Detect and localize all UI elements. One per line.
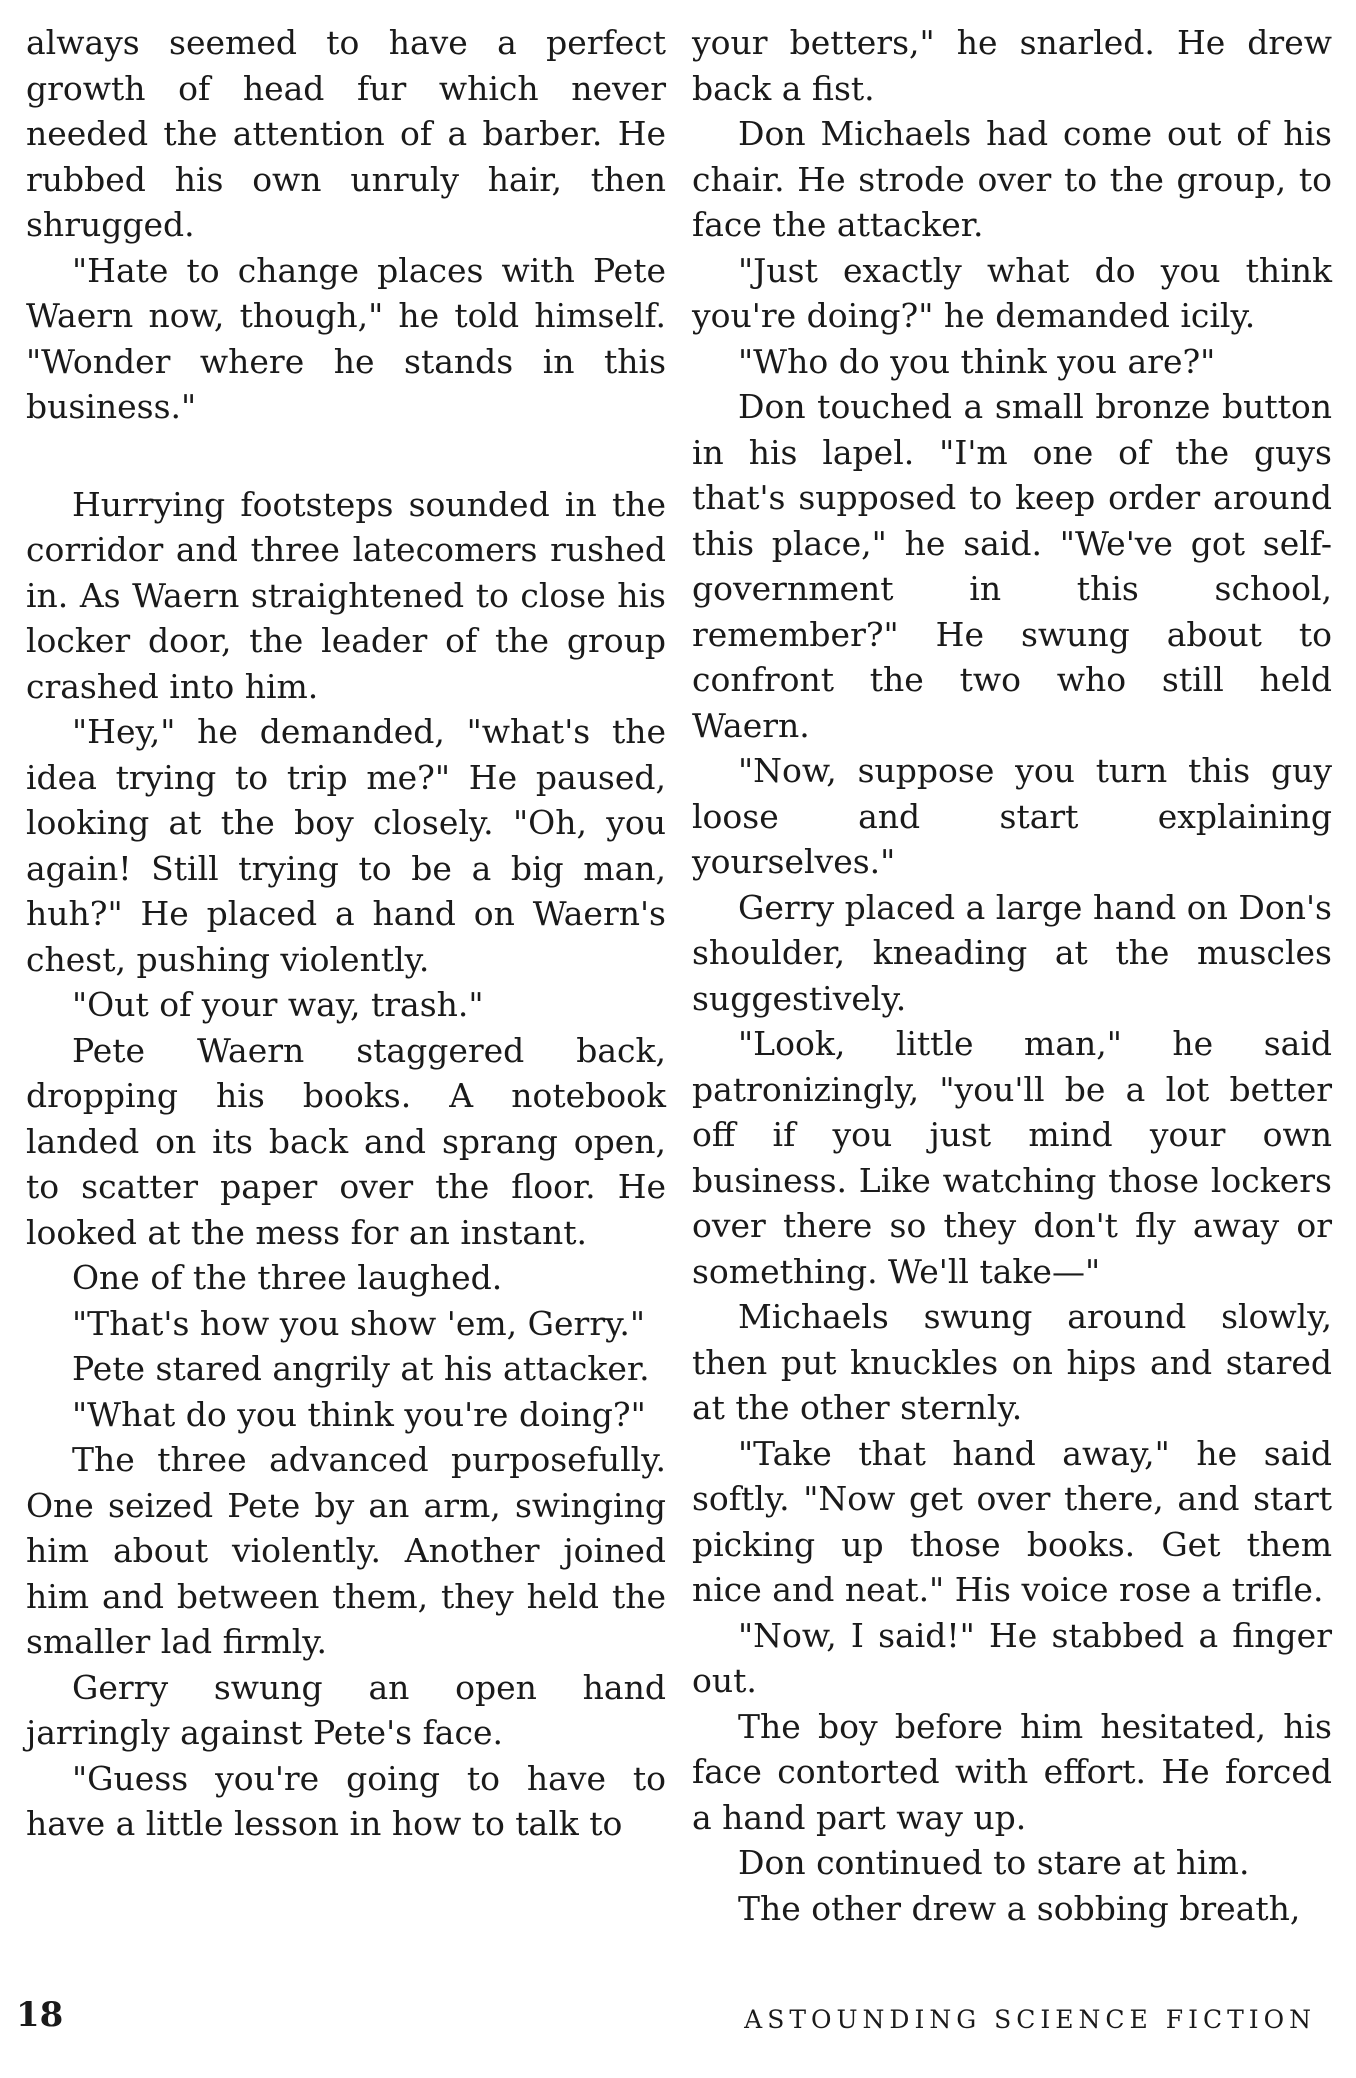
paragraph: Gerry swung an open hand jarringly against Pete's face. xyxy=(26,1667,666,1752)
paragraph: "Take that hand away," he said softly. "Now get over there, and start picking up those books. Get them nice and neat." His voice rose a trifle. xyxy=(692,1433,1332,1609)
paragraph: One of the three laughed. xyxy=(72,1258,503,1297)
running-footer-title: ASTOUNDING SCIENCE FICTION xyxy=(744,2005,1316,2034)
paragraph: "Guess you're going to have to have a little lesson in how to talk to xyxy=(26,1758,666,1843)
page-number: 18 xyxy=(16,1995,64,2035)
paragraph: Don continued to stare at him. xyxy=(738,1843,1250,1882)
paragraph: "Now, suppose you turn this guy loose and start explaining yourselves." xyxy=(692,751,1332,881)
paragraph: The boy before him hesitated, his face contorted with effort. He forced a hand part way up. xyxy=(692,1706,1332,1837)
paragraph: Michaels swung around slowly, then put knuckles on hips and stared at the other sternly. xyxy=(692,1297,1332,1427)
left-text-column xyxy=(26,20,666,1847)
paragraph: "Who do you think you are?" xyxy=(738,341,1216,381)
paragraph: your betters," he snarled. He drew back a fist. xyxy=(692,23,1332,108)
paragraph: "Now, I said!" He stabbed a finger out. xyxy=(692,1615,1332,1700)
paragraph: "Out of your way, trash." xyxy=(72,985,484,1024)
paragraph: "Hey," he demanded, "what's the idea trying to trip me?" He paused, looking at the boy closely. "Oh, you again! Still trying to be a big man, huh?" He placed a hand on Waern's chest, pushing violently. xyxy=(26,712,666,979)
paragraph: Don Michaels had come out of his chair. He strode over to the group, to face the attacker. xyxy=(692,114,1332,244)
paragraph: always seemed to have a perfect growth of head fur which never needed the attention of a barber. He rubbed his own unruly hair, then shrugged. xyxy=(26,23,666,244)
paragraph: Gerry placed a large hand on Don's shoulder, kneading at the muscles suggestively. xyxy=(692,887,1332,1018)
paragraph: "What do you think you're doing?" xyxy=(72,1394,646,1434)
paragraph: "That's how you show 'em, Gerry." xyxy=(72,1303,646,1343)
paragraph: Pete stared angrily at his attacker. xyxy=(72,1349,650,1388)
paragraph: The other drew a sobbing breath, xyxy=(738,1888,1301,1928)
paragraph: The three advanced purposefully. One seized Pete by an arm, swinging him about violently. Another joined him and between them, they held the smaller lad firmly. xyxy=(26,1440,666,1661)
paragraph: Don touched a small bronze button in his lapel. "I'm one of the guys that's supposed to keep order around this place," he said. "We've got self-government in this school, remember?" He swung about to confront the two who still held Waern. xyxy=(692,387,1332,745)
paragraph: Hurrying footsteps sounded in the corridor and three latecomers rushed in. As Waern straightened to close his locker door, the leader of the group crashed into him. xyxy=(26,484,666,706)
paragraph: Pete Waern staggered back, dropping his books. A notebook landed on its back and sprang open, to scatter paper over the floor. He looked at the mess for an instant. xyxy=(26,1030,666,1252)
paragraph: "Hate to change places with Pete Waern now, though," he told himself. "Wonder where he stands in this business." xyxy=(26,250,666,426)
right-text-column xyxy=(692,20,1332,1931)
paragraph: "Just exactly what do you think you're doing?" he demanded icily. xyxy=(692,250,1332,335)
paragraph: "Look, little man," he said patronizingly, "you'll be a lot better off if you just mind your own business. Like watching those lockers over there so they don't fly away or something. We'll take—" xyxy=(692,1024,1332,1291)
